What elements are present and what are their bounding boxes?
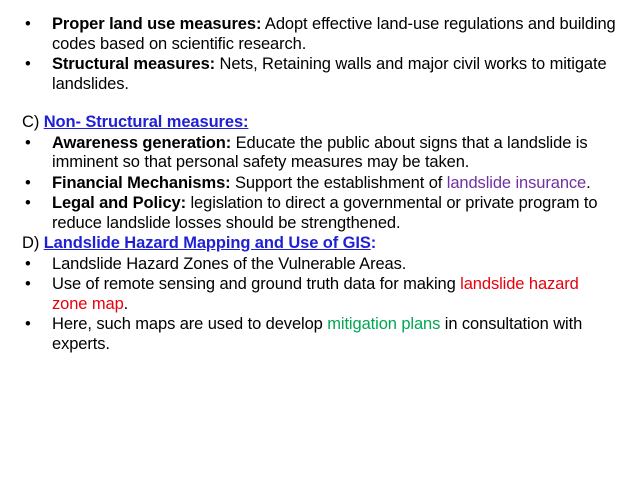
bullet-icon: • <box>25 254 31 273</box>
bullet-bold-label: Legal and Policy: <box>52 194 186 212</box>
section-d-heading <box>22 234 618 254</box>
bullet-icon: • <box>25 55 31 73</box>
bullet-item-remote-sensing <box>22 275 618 314</box>
bullet-icon: • <box>25 194 31 212</box>
bullet-bold-label: Awareness generation: <box>52 133 232 152</box>
bullet-icon: • <box>25 15 31 33</box>
bullet-item-mitigation <box>22 315 618 354</box>
bullet-bold-label: Structural measures: <box>52 55 216 73</box>
hazard-zone-map-highlight: landslide hazard zone map <box>52 275 579 313</box>
bullet-icon: • <box>25 133 31 152</box>
bullet-icon: • <box>25 275 31 293</box>
bullet-suffix: . <box>123 294 129 313</box>
bullet-text: Adopt effective land-use regulations and building codes based on scientific research. <box>52 15 616 53</box>
mitigation-plans-highlight: mitigation plans <box>327 315 441 333</box>
bullet-bold-label: Financial Mechanisms: <box>52 173 231 192</box>
bullet-item-awareness <box>22 134 618 173</box>
hazard-mapping-gis-link[interactable]: Landslide Hazard Mapping and Use of GIS <box>43 234 371 252</box>
bullet-text: Landslide Hazard Zones of the Vulnerable Areas. <box>52 254 407 273</box>
section-c-prefix: C) <box>22 113 44 131</box>
bullet-item-hazard-zones <box>22 255 618 275</box>
bullet-text: Here, such maps are used to develop <box>52 315 328 333</box>
bullet-text: legislation to direct a governmental or private program to reduce landslide losses should be strengthened. <box>52 194 598 232</box>
bullet-text: Support the establishment of <box>230 173 447 192</box>
bullet-icon: • <box>25 315 31 333</box>
bullet-item-financial <box>22 174 618 194</box>
bullet-icon: • <box>25 173 31 192</box>
bullet-text: Use of remote sensing and ground truth data for making <box>52 275 461 293</box>
bullet-item-structural <box>22 55 618 94</box>
bullet-item-land-use <box>22 15 618 54</box>
bullet-item-legal <box>22 194 618 233</box>
bullet-suffix: . <box>586 173 591 192</box>
bullet-text: Nets, Retaining walls and major civil works to mitigate landslides. <box>52 55 607 93</box>
section-d-prefix: D) <box>22 234 44 252</box>
bullet-text: Educate the public about signs that a landslide is imminent so that personal safety measures may be taken. <box>52 133 588 171</box>
bullet-bold-label: Proper land use measures: <box>52 15 262 33</box>
section-d-colon: : <box>370 234 377 252</box>
section-c-heading <box>22 113 618 133</box>
non-structural-measures-link[interactable]: Non- Structural measures: <box>43 113 249 131</box>
landslide-insurance-highlight: landslide insurance <box>446 173 587 192</box>
bullet-suffix: in consultation with experts. <box>52 315 583 353</box>
